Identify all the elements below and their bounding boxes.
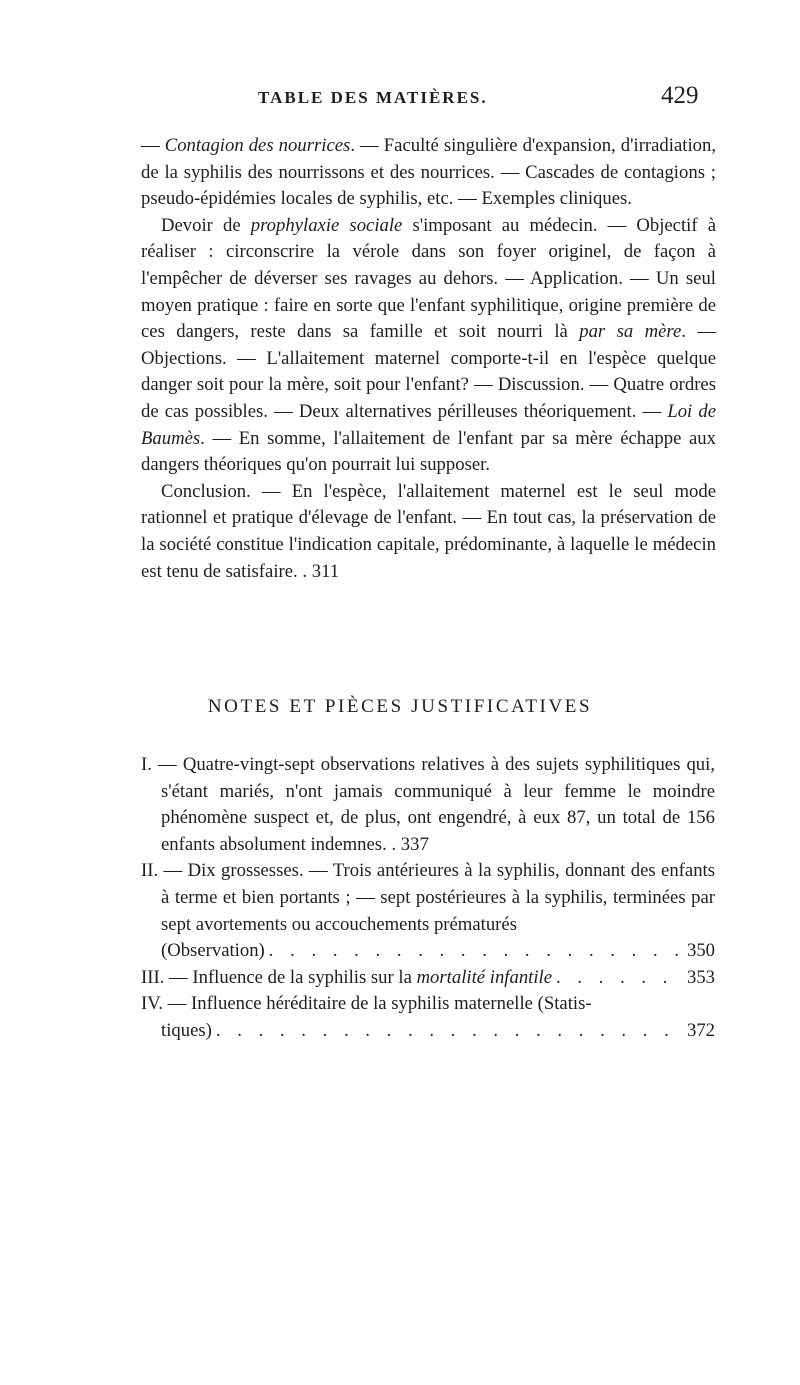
summary-paragraph-contagion: — Contagion des nourrices. — Faculté singulière d'expansion, d'irradiation, de la syphilis des nourrissons et des nourrices. — Cascades de contagions ; pseudo-épidémies locales de syphilis, etc. — Exemples cliniques. xyxy=(141,135,717,210)
note-entry: III. — Influence de la syphilis sur la mortalité infantile . . . 353 xyxy=(141,965,715,992)
page-header xyxy=(0,82,800,116)
section-title: NOTES ET PIÈCES JUSTIFICATIVES xyxy=(207,696,593,717)
note-page-ref: 372 xyxy=(686,1019,715,1041)
running-title: TABLE DES MATIÈRES. xyxy=(258,88,488,107)
summary-paragraph-conclusion: Conclusion. — En l'espèce, l'allaitement maternel est le seul mode rationnel et pratique d'élevage de l'enfant. — En tout cas, la préservation de la société constitue l'indication capitale, prédominante, à laquelle le médecin est tenu de satisfaire. . 311 xyxy=(141,480,716,582)
chapter-summary xyxy=(141,133,716,653)
note-entry: I. — Quatre-vingt-sept observations relatives à des sujets syphilitiques qui, s'étant mariés, n'ont jamais communiqué à leur femme le moindre phénomène suspect et, de plus, ont engendré, à eux 87, un total de 156 enfants absolument indemnes. . 337 xyxy=(141,754,716,855)
page-number: 429 xyxy=(661,82,699,109)
note-page-ref: 353 xyxy=(686,966,715,988)
dot-leader xyxy=(556,965,683,992)
dot-leader xyxy=(269,938,683,965)
note-entry: II. — Dix grossesses. — Trois antérieures à la syphilis, donnant des enfants à terme et bien portants ; — sept postérieures à la syphilis, terminées par sept avortements ou accouchements prématurés (Observation) . . . 350 xyxy=(141,858,715,964)
note-entry: IV. — Influence héréditaire de la syphilis maternelle (Statis- tiques) . . . 372 xyxy=(141,991,715,1044)
summary-paragraph-prophylaxie: Devoir de prophylaxie sociale s'imposant au médecin. — Objectif à réaliser : circonscrire la vérole dans son foyer originel, de façon à l'empêcher de déverser ses ravages au dehors. — Application. — Un seul moyen pratique : faire en sorte que l'enfant syphilitique, origine première de ces dangers, reste dans sa famille et soit nourri là par sa mère. — Objections. — L'allaitement maternel comporte-t-il en l'espèce quelque danger soit pour la mère, soit pour l'enfant? — Discussion. — Quatre ordres de cas possibles. — Deux alternatives périlleuses théoriquement. — Loi de Baumès. — En somme, l'allaitement de l'enfant par sa mère échappe aux dangers théoriques qu'on pourrait lui supposer. xyxy=(141,214,717,476)
notes-list xyxy=(141,752,715,1045)
dot-leader xyxy=(216,1018,683,1045)
note-page-ref: 350 xyxy=(686,940,715,962)
note-page-ref: 337 xyxy=(400,833,429,855)
summary-page-ref: 311 xyxy=(311,560,340,582)
